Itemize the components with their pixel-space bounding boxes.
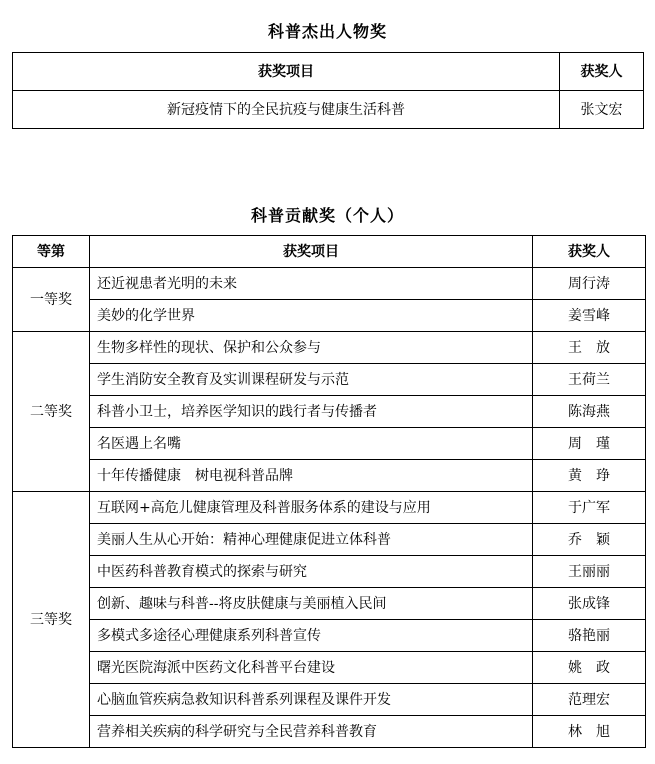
project-cell: 美丽人生从心开始：精神心理健康促进立体科普 [90,524,533,556]
project-cell: 生物多样性的现状、保护和公众参与 [90,332,533,364]
project-cell: 曙光医院海派中医药文化科普平台建设 [90,652,533,684]
table-row [13,524,646,556]
project-cell: 名医遇上名嘴 [90,428,533,460]
winner-cell: 姜雪峰 [533,300,646,332]
winner-cell: 王 放 [533,332,646,364]
winner-cell: 陈海燕 [533,396,646,428]
table-row [13,300,646,332]
table-row [13,556,646,588]
project-cell: 创新、趣味与科普--将皮肤健康与美丽植入民间 [90,588,533,620]
winner-cell: 张文宏 [560,91,644,129]
winner-cell: 林 旭 [533,716,646,748]
winner-cell: 黄 琤 [533,460,646,492]
project-cell: 心脑血管疾病急救知识科普系列课程及课件开发 [90,684,533,716]
table-row [13,364,646,396]
grade-cell-third: 三等奖 [13,492,90,748]
table-row [13,91,644,129]
winner-cell: 周 瑾 [533,428,646,460]
project-cell: 互联网+高危儿健康管理及科普服务体系的建设与应用 [90,492,533,524]
section1-title: 科普杰出人物奖 [267,22,387,41]
header-winner: 获奖人 [533,236,646,268]
winner-cell: 周行涛 [533,268,646,300]
winner-cell: 范理宏 [533,684,646,716]
header-grade: 等第 [13,236,90,268]
project-cell: 营养相关疾病的科学研究与全民营养科普教育 [90,716,533,748]
table-row [13,332,646,364]
project-cell: 新冠疫情下的全民抗疫与健康生活科普 [13,91,560,129]
project-cell: 十年传播健康 树电视科普品牌 [90,460,533,492]
project-cell: 还近视患者光明的未来 [90,268,533,300]
outstanding-figure-award-table [12,52,644,129]
table-row [13,428,646,460]
table-header-row [13,53,644,91]
table-row [13,620,646,652]
header-project: 获奖项目 [90,236,533,268]
table-row [13,652,646,684]
table-row [13,588,646,620]
project-cell: 中医药科普教育模式的探索与研究 [90,556,533,588]
grade-cell-second: 二等奖 [13,332,90,492]
header-project: 获奖项目 [13,53,560,91]
winner-cell: 王荷兰 [533,364,646,396]
section2-title: 科普贡献奖（个人） [250,206,404,225]
project-cell: 学生消防安全教育及实训课程研发与示范 [90,364,533,396]
header-winner: 获奖人 [560,53,644,91]
project-cell: 科普小卫士，培养医学知识的践行者与传播者 [90,396,533,428]
project-cell: 美妙的化学世界 [90,300,533,332]
project-cell: 多模式多途径心理健康系列科普宣传 [90,620,533,652]
table-row [13,460,646,492]
table-row [13,492,646,524]
contribution-award-table [12,235,646,748]
winner-cell: 于广军 [533,492,646,524]
table-header-row [13,236,646,268]
table-row [13,716,646,748]
table-row [13,268,646,300]
winner-cell: 乔 颖 [533,524,646,556]
table-row [13,396,646,428]
winner-cell: 王丽丽 [533,556,646,588]
winner-cell: 骆艳丽 [533,620,646,652]
winner-cell: 姚 政 [533,652,646,684]
grade-cell-first: 一等奖 [13,268,90,332]
winner-cell: 张成锋 [533,588,646,620]
table-row [13,684,646,716]
